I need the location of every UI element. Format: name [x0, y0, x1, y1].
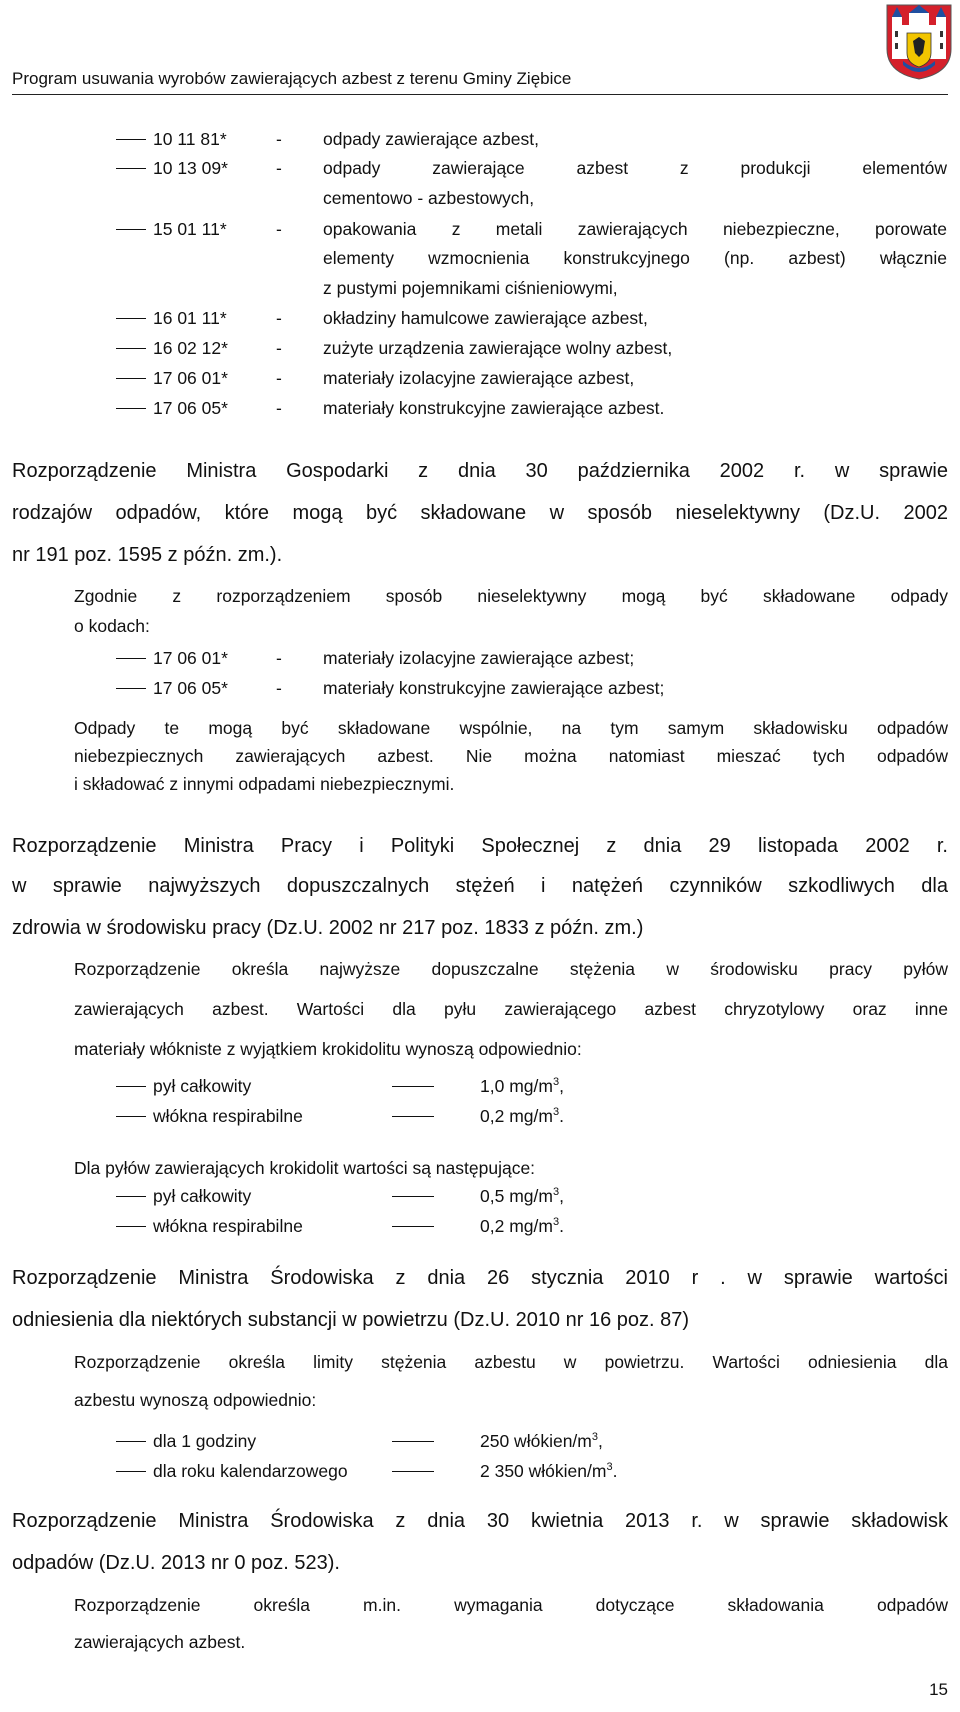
- waste-description: elementy wzmocnienia konstrukcyjnego (np. azbest) włącznie: [323, 248, 947, 268]
- dash-bullet: [116, 1086, 146, 1087]
- dash-bullet: [116, 1116, 146, 1117]
- limit-value: 1,0 $mg/m^3$,: [480, 1076, 564, 1096]
- waste-description: okładziny hamulcowe zawierające azbest,: [323, 308, 648, 328]
- waste-description: zużyte urządzenia zawierające wolny azbest,: [323, 338, 673, 358]
- waste-description: cementowo - azbestowych,: [323, 188, 535, 208]
- waste-code: 17 06 05*: [153, 398, 228, 418]
- dash-bullet: [116, 168, 146, 169]
- waste-code: 17 06 01*: [153, 648, 228, 668]
- regulation-text: azbestu wynoszą odpowiednio:: [74, 1390, 317, 1410]
- dash-separator: [392, 1196, 434, 1197]
- waste-code: 17 06 05*: [153, 678, 228, 698]
- code-separator: -: [276, 158, 282, 178]
- coat-of-arms-icon: [885, 3, 953, 81]
- header-divider: [12, 94, 948, 95]
- header-title: Program usuwania wyrobów zawierających azbest z terenu Gminy Ziębice: [12, 69, 572, 88]
- regulation-title: odniesienia dla niektórych substancji w powietrzu (Dz.U. 2010 nr 16 poz. 87): [12, 1309, 690, 1331]
- limit-label: włókna respirabilne: [153, 1106, 303, 1126]
- waste-code: 16 02 12*: [153, 338, 228, 358]
- dash-bullet: [116, 1441, 146, 1442]
- limit-value: 250 włókien/$m^3$,: [480, 1431, 603, 1451]
- waste-code: 16 01 11*: [153, 308, 227, 328]
- waste-description: odpady zawierające azbest,: [323, 129, 539, 149]
- dash-separator: [392, 1086, 434, 1087]
- waste-code: 10 11 81*: [153, 129, 227, 149]
- limit-value: 0,2 $mg/m^3$.: [480, 1106, 564, 1126]
- waste-description: materiały izolacyjne zawierające azbest,: [323, 368, 635, 388]
- regulation-title: w sprawie najwyższych dopuszczalnych stężeń i natężeń czynników szkodliwych dla: [12, 875, 948, 897]
- limit-value: 0,5 $mg/m^3$,: [480, 1186, 564, 1206]
- dash-bullet: [116, 139, 146, 140]
- code-separator: -: [276, 129, 282, 149]
- code-separator: -: [276, 308, 282, 328]
- code-separator: -: [276, 338, 282, 358]
- waste-description: materiały izolacyjne zawierające azbest;: [323, 648, 635, 668]
- regulation-title: Rozporządzenie Ministra Gospodarki z dnia 30 października 2002 r. w sprawie: [12, 460, 948, 482]
- waste-code: 17 06 01*: [153, 368, 228, 388]
- dash-bullet: [116, 688, 146, 689]
- regulation-title: nr 191 poz. 1595 z późn. zm.).: [12, 544, 283, 566]
- regulation-text: Odpady te mogą być składowane wspólnie, na tym samym składowisku odpadów: [74, 718, 948, 738]
- dash-bullet: [116, 348, 146, 349]
- regulation-title: Rozporządzenie Ministra Środowiska z dnia 30 kwietnia 2013 r. w sprawie składowisk: [12, 1510, 948, 1532]
- waste-code: 15 01 11*: [153, 219, 227, 239]
- code-separator: -: [276, 648, 282, 668]
- limit-label: pył całkowity: [153, 1186, 252, 1206]
- regulation-text: Rozporządzenie określa m.in. wymagania dotyczące składowania odpadów: [74, 1595, 948, 1615]
- regulation-text: Rozporządzenie określa limity stężenia azbestu w powietrzu. Wartości odniesienia dla: [74, 1352, 948, 1372]
- regulation-text: Rozporządzenie określa najwyższe dopuszczalne stężenia w środowisku pracy pyłów: [74, 959, 948, 979]
- dash-bullet: [116, 658, 146, 659]
- regulation-text: Dla pyłów zawierających krokidolit wartości są następujące:: [74, 1158, 536, 1178]
- dash-bullet: [116, 318, 146, 319]
- waste-description: materiały konstrukcyjne zawierające azbest;: [323, 678, 665, 698]
- limit-value: 0,2 $mg/m^3$.: [480, 1216, 564, 1236]
- regulation-title: odpadów (Dz.U. 2013 nr 0 poz. 523).: [12, 1552, 340, 1574]
- regulation-text: zawierających azbest. Wartości dla pyłu zawierającego azbest chryzotylowy oraz inne: [74, 999, 948, 1019]
- limit-label: pył całkowity: [153, 1076, 252, 1096]
- dash-separator: [392, 1226, 434, 1227]
- regulation-text: Zgodnie z rozporządzeniem sposób nieselektywny mogą być składowane odpady: [74, 586, 948, 606]
- page-header: [0, 0, 960, 96]
- dash-separator: [392, 1471, 434, 1472]
- dash-bullet: [116, 229, 146, 230]
- code-separator: -: [276, 219, 282, 239]
- dash-bullet: [116, 408, 146, 409]
- limit-label: włókna respirabilne: [153, 1216, 303, 1236]
- dash-separator: [392, 1116, 434, 1117]
- code-separator: -: [276, 368, 282, 388]
- regulation-text: niebezpiecznych zawierających azbest. Nie można natomiast mieszać tych odpadów: [74, 746, 948, 766]
- dash-bullet: [116, 1226, 146, 1227]
- regulation-title: Rozporządzenie Ministra Środowiska z dnia 26 stycznia 2010 r . w sprawie wartości: [12, 1267, 948, 1289]
- regulation-text: materiały włókniste z wyjątkiem krokidolitu wynoszą odpowiednio:: [74, 1039, 582, 1059]
- dash-separator: [392, 1441, 434, 1442]
- waste-description: odpady zawierające azbest z produkcji elementów: [323, 158, 947, 178]
- dash-bullet: [116, 378, 146, 379]
- dash-bullet: [116, 1196, 146, 1197]
- waste-code: 10 13 09*: [153, 158, 228, 178]
- dash-bullet: [116, 1471, 146, 1472]
- regulation-title: Rozporządzenie Ministra Pracy i Polityki Społecznej z dnia 29 listopada 2002 r.: [12, 835, 948, 857]
- waste-description: z pustymi pojemnikami ciśnieniowymi,: [323, 278, 618, 298]
- limit-value: 2 350 włókien/$m^3$.: [480, 1461, 618, 1481]
- waste-description: opakowania z metali zawierających niebezpieczne, porowate: [323, 219, 947, 239]
- regulation-title: rodzajów odpadów, które mogą być składowane w sposób nieselektywny (Dz.U. 2002: [12, 502, 948, 524]
- waste-description: materiały konstrukcyjne zawierające azbest.: [323, 398, 665, 418]
- limit-label: dla 1 godziny: [153, 1431, 257, 1451]
- regulation-text: zawierających azbest.: [74, 1632, 246, 1652]
- page-number: 15: [929, 1680, 948, 1699]
- regulation-text: i składować z innymi odpadami niebezpiecznymi.: [74, 774, 455, 794]
- regulation-text: o kodach:: [74, 616, 150, 636]
- code-separator: -: [276, 398, 282, 418]
- regulation-title: zdrowia w środowisku pracy (Dz.U. 2002 nr 217 poz. 1833 z późn. zm.): [12, 917, 644, 939]
- code-separator: -: [276, 678, 282, 698]
- limit-label: dla roku kalendarzowego: [153, 1461, 348, 1481]
